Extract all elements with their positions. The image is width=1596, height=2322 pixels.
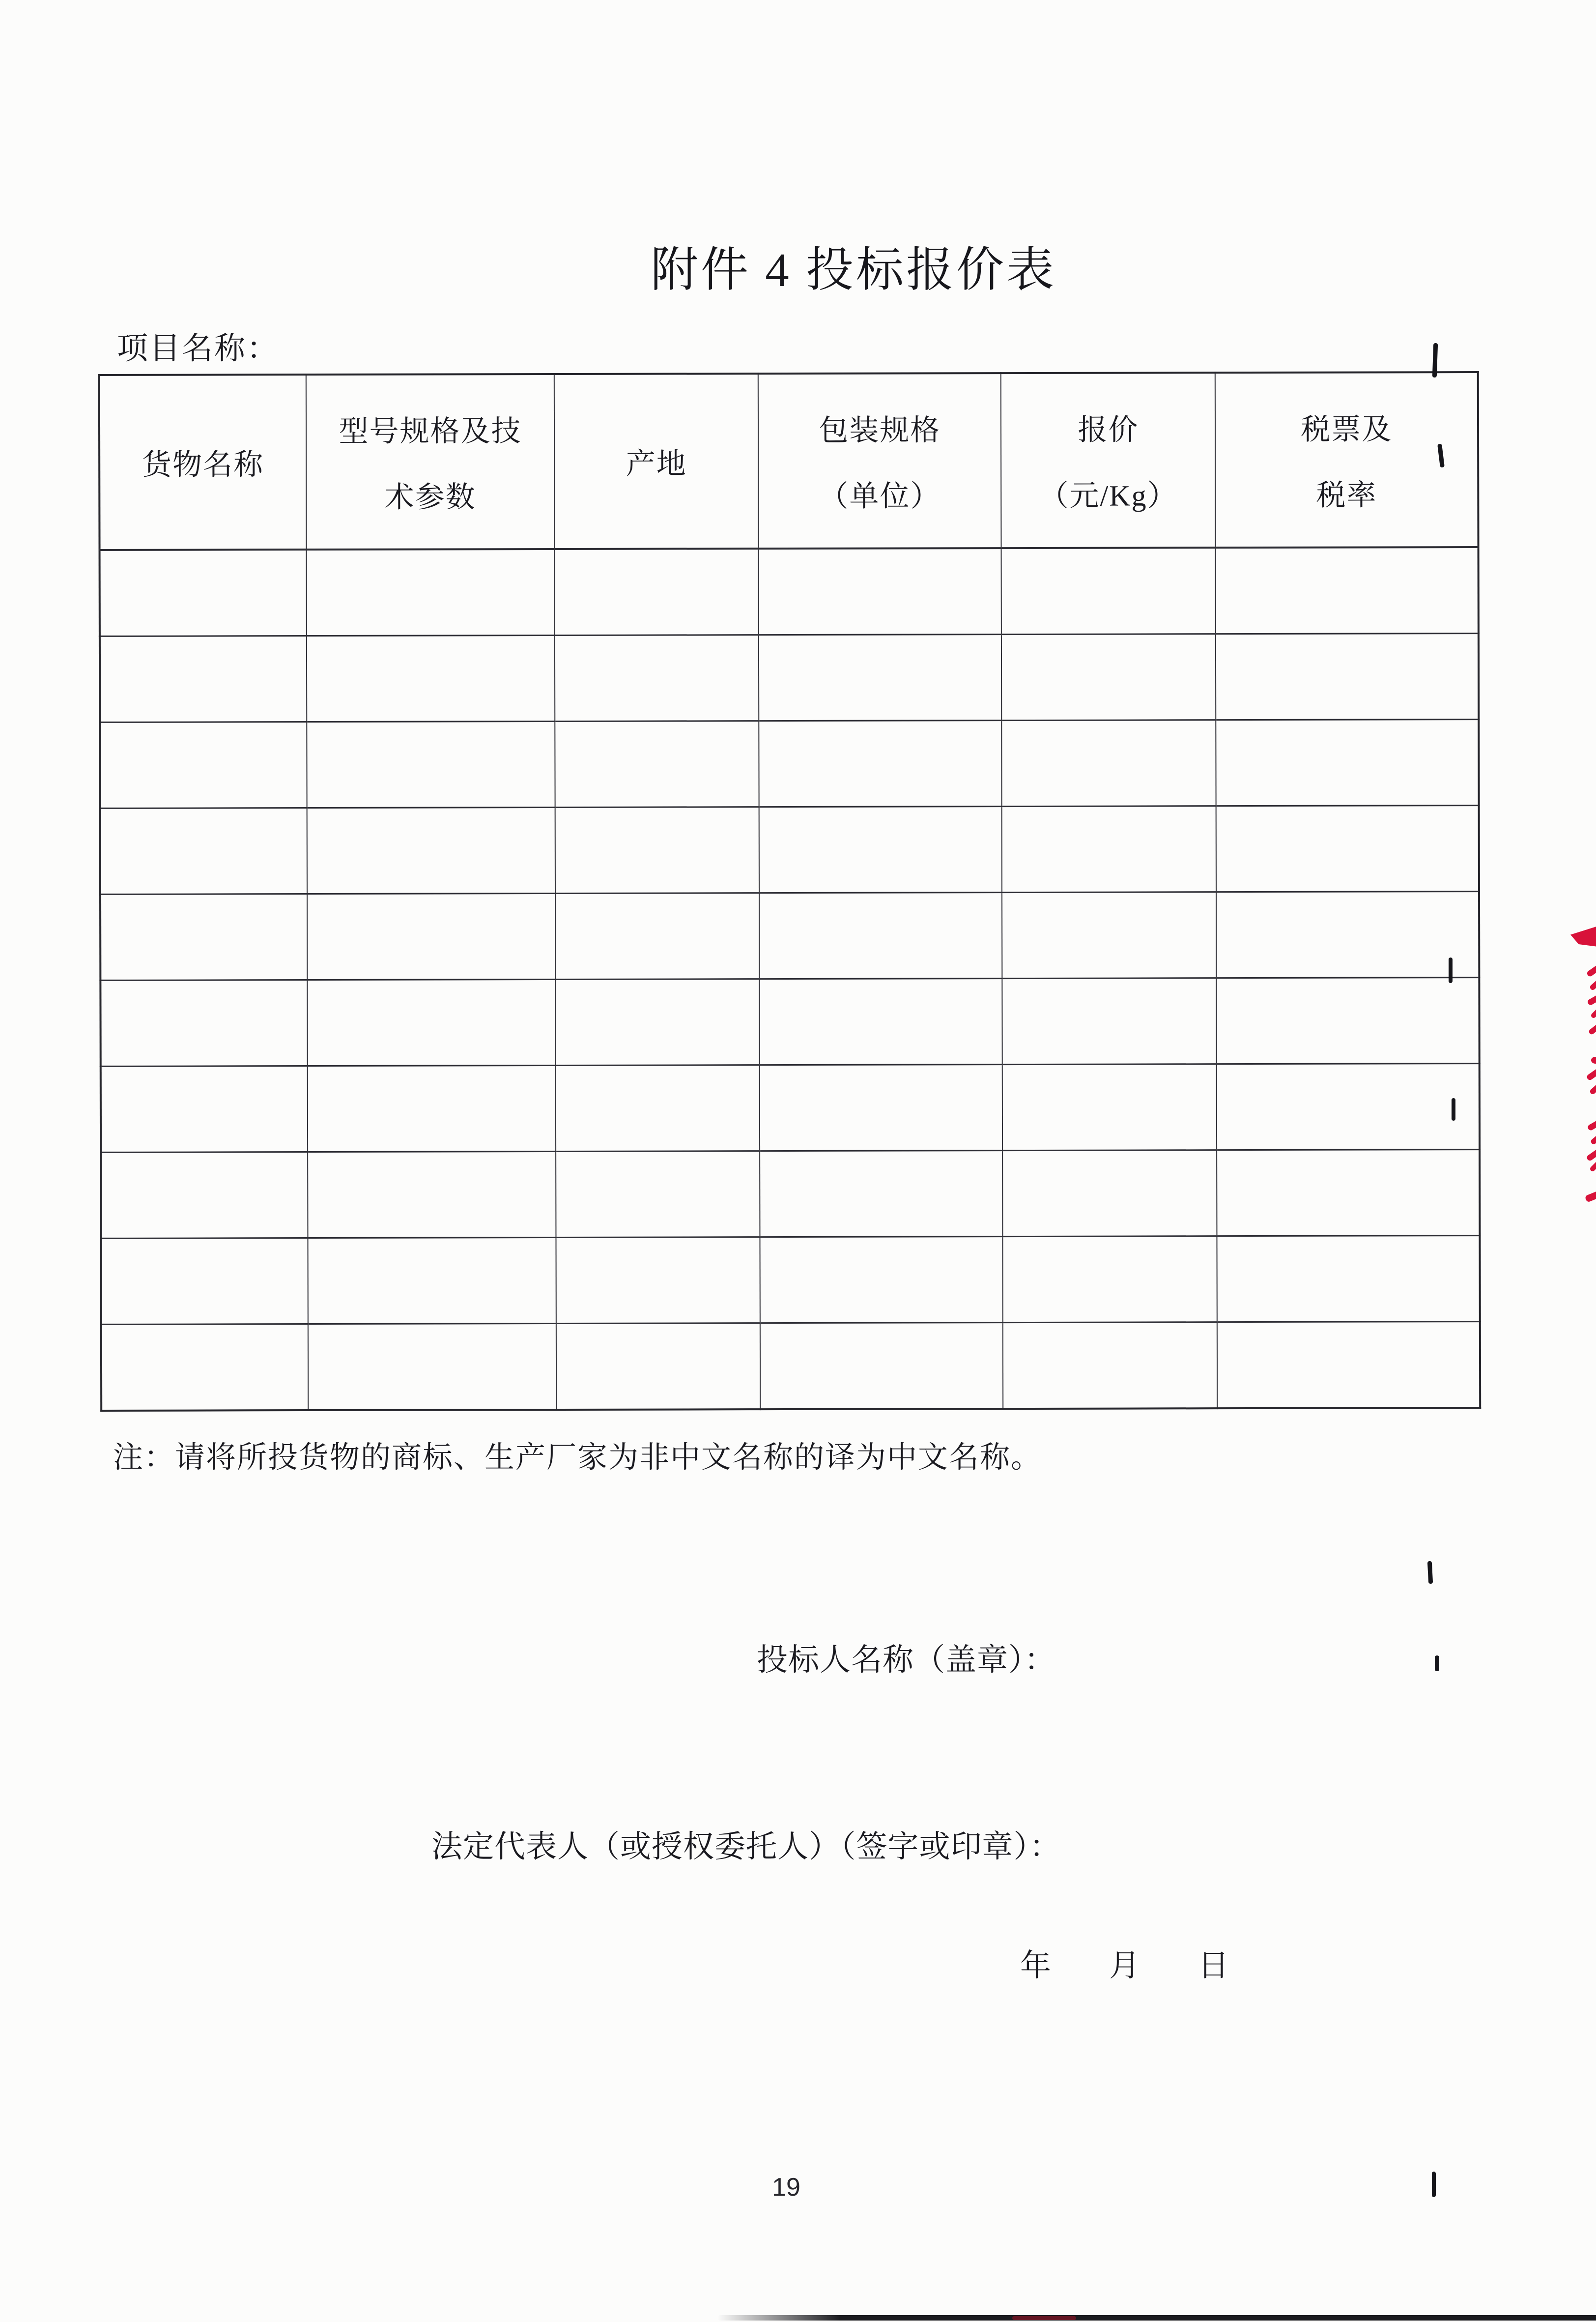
table-cell — [1002, 1150, 1217, 1237]
table-row — [100, 978, 1479, 1067]
table-cell — [307, 636, 555, 722]
stamp-stroke — [1591, 1057, 1596, 1064]
table-row — [100, 634, 1479, 723]
date-day-label: 日 — [1198, 1948, 1229, 1983]
table-cell — [100, 808, 307, 895]
table-cell — [555, 635, 759, 722]
stamp-stroke — [1589, 979, 1596, 991]
table-cell — [1001, 548, 1216, 634]
table-cell — [1217, 1236, 1480, 1322]
pen-tick-mark — [1432, 2172, 1436, 2197]
table-cell — [308, 1151, 556, 1238]
table-cell — [307, 893, 555, 980]
col-header-origin — [554, 374, 759, 549]
table-cell — [555, 979, 760, 1066]
table-cell — [555, 721, 759, 808]
table-cell — [308, 1237, 556, 1324]
table-cell — [555, 549, 759, 635]
table-cell — [1001, 634, 1216, 721]
table-cell — [1216, 547, 1479, 634]
table-cell — [555, 893, 760, 980]
table-cell — [100, 722, 307, 809]
table-row — [101, 1236, 1480, 1325]
table-cell — [555, 807, 760, 894]
bidder-name-label: 投标人名称（盖章）： — [757, 1643, 1056, 1677]
table-cell — [760, 1151, 1002, 1237]
table-cell — [1001, 720, 1216, 807]
table-cell — [759, 893, 1002, 979]
table-cell — [307, 807, 555, 894]
table-cell — [100, 550, 307, 636]
table-rows — [100, 547, 1481, 1411]
col-header-goods-name — [99, 375, 307, 550]
legal-representative-label: 法定代表人（或授权委托人）（签字或印章）： — [431, 1829, 1061, 1864]
date-month-label: 月 — [1109, 1948, 1140, 1983]
table-cell — [307, 721, 555, 808]
stamp-stroke — [1589, 1083, 1596, 1096]
table-cell — [556, 1151, 760, 1238]
table-cell — [1216, 892, 1479, 978]
date-year-label: 年 — [1020, 1948, 1051, 1983]
col-header-price — [1001, 373, 1216, 548]
pen-tick-mark — [1449, 958, 1453, 983]
table-cell — [759, 548, 1001, 635]
table-cell — [760, 979, 1002, 1065]
stamp-stroke — [1590, 1007, 1596, 1019]
table-cell — [556, 1323, 761, 1410]
table-cell — [760, 1323, 1003, 1410]
stamp-stroke — [1589, 1161, 1596, 1172]
table-cell — [101, 1152, 308, 1239]
stamp-stroke — [1586, 1148, 1596, 1161]
table-cell — [306, 549, 554, 636]
header-line: 货物名称 — [142, 448, 264, 481]
header-line: 报价 — [1078, 413, 1139, 446]
table-cell — [760, 1065, 1002, 1151]
table-cell — [1217, 1150, 1480, 1236]
table-row — [101, 1322, 1480, 1411]
pen-tick-mark — [1427, 1561, 1433, 1584]
table-cell — [307, 979, 555, 1066]
table-cell — [1002, 892, 1217, 979]
stamp-stroke — [1588, 1023, 1596, 1036]
table-cell — [308, 1065, 556, 1152]
scan-bottom-edge-red — [1012, 2316, 1076, 2320]
header-line: （单位） — [819, 480, 941, 513]
table-row — [101, 1150, 1480, 1239]
stamp-stroke — [1586, 963, 1596, 977]
table-cell — [1003, 1236, 1218, 1323]
table-row — [100, 806, 1479, 895]
table-header-row — [99, 372, 1479, 550]
table-row — [100, 547, 1479, 636]
table-cell — [1002, 806, 1217, 893]
header-line: 包装规格 — [819, 414, 941, 447]
header-line: （元/Kg） — [1039, 479, 1178, 512]
pen-tick-mark — [1435, 1655, 1439, 1671]
pen-tick-mark — [1452, 1098, 1455, 1121]
table-cell — [308, 1323, 556, 1410]
table-cell — [556, 1237, 760, 1324]
table-cell — [1002, 978, 1217, 1065]
header-line: 型号规格及技 — [339, 415, 522, 448]
table-cell — [101, 1324, 308, 1411]
project-name-label: 项目名称： — [117, 331, 279, 366]
table-cell — [1217, 1064, 1480, 1150]
table-cell — [100, 980, 307, 1067]
stamp-stroke — [1585, 1189, 1596, 1202]
table-cell — [1003, 1322, 1218, 1409]
table-cell — [759, 721, 1002, 807]
table-cell — [1217, 1322, 1480, 1409]
table-row — [100, 892, 1479, 981]
table-cell — [101, 1066, 308, 1153]
bid-quotation-table — [98, 371, 1481, 1412]
header-line: 产地 — [626, 447, 687, 480]
table-cell — [556, 1065, 760, 1152]
table-cell — [759, 635, 1001, 721]
header-line: 术参数 — [384, 481, 476, 514]
stamp-stroke — [1587, 993, 1596, 1006]
col-header-packaging — [758, 373, 1001, 549]
header-line: 税票及 — [1301, 413, 1393, 446]
table-cell — [760, 1237, 1003, 1323]
table-cell — [1216, 634, 1479, 720]
table-cell — [101, 1238, 308, 1325]
table-row — [101, 1064, 1480, 1153]
table-cell — [100, 636, 307, 723]
document-title: 附件 4 投标报价表 — [651, 244, 1056, 296]
stamp-stroke — [1590, 1133, 1596, 1145]
note-text: 注：请将所投货物的商标、生产厂家为非中文名称的译为中文名称。 — [113, 1441, 1042, 1474]
page-number: 19 — [772, 2173, 800, 2202]
table-cell — [1216, 720, 1479, 806]
date-line — [1020, 1941, 1229, 1985]
stamp-stroke — [1586, 1068, 1596, 1081]
table-row — [100, 720, 1479, 809]
stamp-stroke — [1570, 926, 1596, 947]
table-cell — [1002, 1064, 1217, 1151]
scan-bottom-edge — [717, 2315, 1596, 2321]
table-cell — [1216, 806, 1479, 892]
table-cell — [759, 807, 1002, 893]
table-cell — [1217, 978, 1480, 1064]
table-cell — [100, 894, 307, 981]
stamp-stroke — [1587, 1118, 1596, 1131]
col-header-model-spec — [306, 374, 555, 550]
header-line: 税率 — [1316, 479, 1377, 512]
